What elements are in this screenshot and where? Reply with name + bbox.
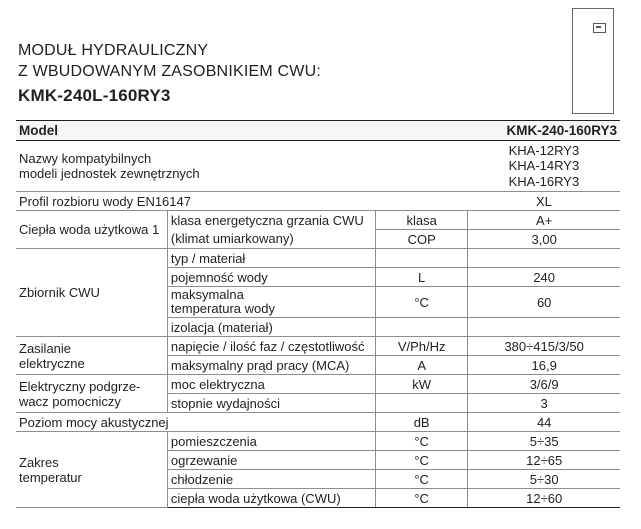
tank-unit-3: °C <box>375 287 467 318</box>
tank-value-4 <box>468 318 620 337</box>
tank-sub-1: typ / materiał <box>167 249 375 268</box>
table-header-row <box>16 121 620 141</box>
power-unit-1: V/Ph/Hz <box>375 337 467 356</box>
table-row-power <box>16 337 620 356</box>
dhw-value-1: A+ <box>468 211 620 230</box>
table-row-compat <box>16 141 620 192</box>
tank-value-1 <box>468 249 620 268</box>
dhw-sub-1: klasa energetyczna grzania CWU <box>167 211 375 230</box>
heater-unit-2 <box>375 394 467 413</box>
temp-sub-2: ogrzewanie <box>167 451 375 470</box>
heater-sub-1: moc elektryczna <box>167 375 375 394</box>
header-label: Model <box>16 121 468 141</box>
tank-unit-4 <box>375 318 467 337</box>
profile-value: XL <box>468 192 620 211</box>
heater-unit-1: kW <box>375 375 467 394</box>
dhw-value-2: 3,00 <box>468 230 620 249</box>
profile-label: Profil rozbioru wody EN16147 <box>16 192 468 211</box>
heater-sub-2: stopnie wydajności <box>167 394 375 413</box>
table-row-profile <box>16 192 620 211</box>
temp-sub-1: pomieszczenia <box>167 432 375 451</box>
noise-unit: dB <box>375 413 467 432</box>
power-label: Zasilanie elektryczne <box>16 337 167 375</box>
hydraulic-module-icon <box>572 8 614 114</box>
model-heading: KMK-240L-160RY3 <box>18 86 171 105</box>
dhw-sub-2: (klimat umiarkowany) <box>167 230 375 249</box>
tank-sub-4: izolacja (materiał) <box>167 318 375 337</box>
tank-unit-1 <box>375 249 467 268</box>
tank-unit-2: L <box>375 268 467 287</box>
spec-table <box>16 120 620 508</box>
temp-label: Zakres temperatur <box>16 432 167 508</box>
table-row-heater <box>16 375 620 394</box>
power-unit-2: A <box>375 356 467 375</box>
noise-label: Poziom mocy akustycznej <box>16 413 375 432</box>
tank-value-2: 240 <box>468 268 620 287</box>
temp-value-3: 5÷30 <box>468 470 620 489</box>
power-sub-1: napięcie / ilość faz / częstotliwość <box>167 337 375 356</box>
temp-unit-4: °C <box>375 489 467 508</box>
heater-label: Elektryczny podgrze- wacz pomocniczy <box>16 375 167 413</box>
temp-unit-3: °C <box>375 470 467 489</box>
temp-sub-3: chłodzenie <box>167 470 375 489</box>
title-line-1: MODUŁ HYDRAULICZNY <box>18 42 209 59</box>
heater-value-1: 3/6/9 <box>468 375 620 394</box>
power-sub-2: maksymalny prąd pracy (MCA) <box>167 356 375 375</box>
temp-unit-2: °C <box>375 451 467 470</box>
tank-value-3: 60 <box>468 287 620 318</box>
power-value-1: 380÷415/3/50 <box>468 337 620 356</box>
dhw-unit-1: klasa <box>375 211 467 230</box>
dhw-unit-2: COP <box>375 230 467 249</box>
dhw-label: Ciepła woda użytkowa 1 <box>16 211 167 249</box>
tank-sub-2: pojemność wody <box>167 268 375 287</box>
temp-value-4: 12÷60 <box>468 489 620 508</box>
noise-value: 44 <box>468 413 620 432</box>
temp-value-1: 5÷35 <box>468 432 620 451</box>
table-row-noise <box>16 413 620 432</box>
table-row-temp <box>16 432 620 451</box>
title-line-2: Z WBUDOWANYM ZASOBNIKIEM CWU: <box>18 63 321 80</box>
control-panel-icon <box>593 23 606 33</box>
power-value-2: 16,9 <box>468 356 620 375</box>
temp-unit-1: °C <box>375 432 467 451</box>
table-row-dhw <box>16 211 620 230</box>
tank-sub-3: maksymalna temperatura wody <box>167 287 375 318</box>
temp-value-2: 12÷65 <box>468 451 620 470</box>
header-value: KMK-240-160RY3 <box>468 121 620 141</box>
compat-label: Nazwy kompatybilnych modeli jednostek zewnętrznych <box>16 141 468 192</box>
compat-values: KHA-12RY3 KHA-14RY3 KHA-16RY3 <box>468 141 620 192</box>
temp-sub-4: ciepła woda użytkowa (CWU) <box>167 489 375 508</box>
tank-label: Zbiornik CWU <box>16 249 167 337</box>
heater-value-2: 3 <box>468 394 620 413</box>
table-row-tank <box>16 249 620 268</box>
